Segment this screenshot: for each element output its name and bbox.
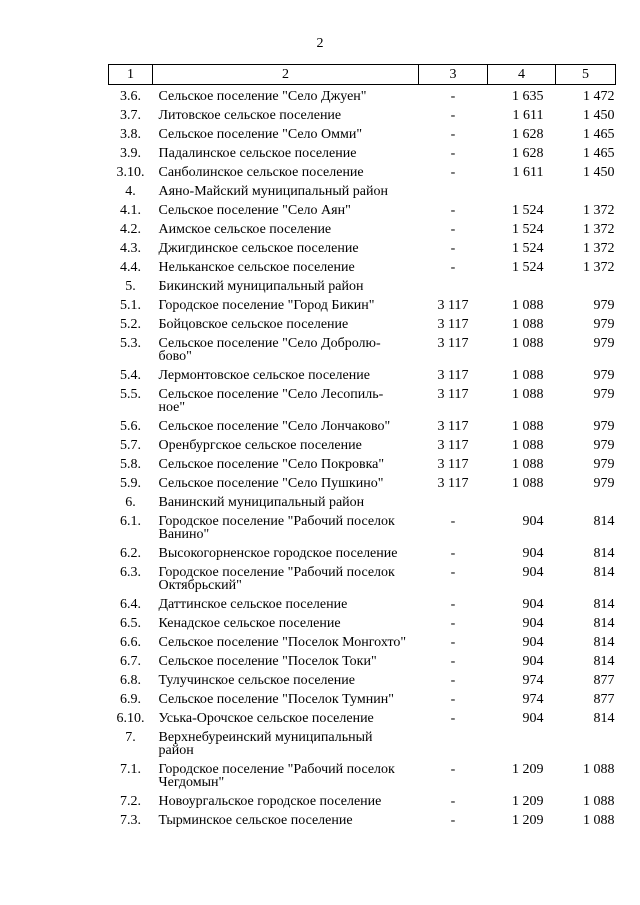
row-column5-cell: 877 [593, 692, 615, 707]
row-name-cell: Аимское сельское поселение [158, 222, 332, 237]
row-number-cell: 7.2. [120, 794, 141, 809]
row-column3-cell: 3 117 [437, 368, 469, 383]
row-column5-cell: 1 450 [583, 108, 615, 123]
row-column3-cell [419, 493, 488, 512]
row-name-cell: Даттинское сельское поселение [158, 597, 348, 612]
row-name-cell: Аяно-Майский муниципальный район [158, 184, 388, 199]
table-row [109, 85, 616, 107]
row-column4-cell: 904 [522, 711, 544, 726]
row-name-cell: Тырминское сельское поселение [158, 813, 353, 828]
row-column4-cell: 1 611 [512, 108, 544, 123]
table-row [109, 182, 616, 201]
row-column4-cell: 1 209 [512, 813, 544, 828]
row-column5-cell: 1 472 [583, 89, 615, 104]
row-name-cell: Сельское поселение "Село Омми" [158, 127, 363, 142]
row-name-cell: Уська-Орочское сельское поселение [158, 711, 374, 726]
row-column5-cell: 1 372 [583, 222, 615, 237]
row-column3-cell: 3 117 [437, 298, 469, 313]
table-row [109, 512, 616, 544]
row-column4-cell: 1 524 [512, 222, 544, 237]
row-name-cell: Сельское поселение "Село Джуен" [158, 89, 367, 104]
row-number-cell: 6.2. [120, 546, 141, 561]
row-number-cell: 7.1. [120, 762, 141, 777]
row-column4-cell: 1 088 [512, 336, 544, 351]
row-number-cell: 5.7. [120, 438, 141, 453]
row-number-cell: 6.9. [120, 692, 141, 707]
row-column5-cell: 814 [593, 616, 615, 631]
row-name-cell: Городское поселение "Рабочий поселок Ванино" [158, 514, 395, 542]
row-column3-cell: - [450, 692, 456, 707]
row-column4-cell: 1 088 [512, 368, 544, 383]
row-number-cell: 5.1. [120, 298, 141, 313]
row-column3-cell [419, 728, 488, 760]
row-column3-cell: 3 117 [437, 336, 469, 351]
row-column5-cell: 814 [593, 514, 615, 529]
table-row [109, 220, 616, 239]
row-column3-cell: - [450, 203, 456, 218]
row-number-cell: 6.6. [120, 635, 141, 650]
table-row [109, 258, 616, 277]
row-number-cell: 4.3. [120, 241, 141, 256]
row-column5-cell [556, 277, 616, 296]
row-column5-cell: 979 [593, 298, 615, 313]
row-name-cell: Сельское поселение "Поселок Монгохто" [158, 635, 407, 650]
row-number-cell: 3.8. [120, 127, 141, 142]
row-name-cell: Новоургальское городское поселение [158, 794, 382, 809]
table-row [109, 201, 616, 220]
row-column3-cell: - [450, 711, 456, 726]
row-name-cell: Санболинское сельское поселение [158, 165, 364, 180]
row-number-cell: 6.1. [120, 514, 141, 529]
row-name-cell: Падалинское сельское поселение [158, 146, 357, 161]
row-number-cell: 6.4. [120, 597, 141, 612]
column-header-5: 5 [556, 65, 616, 85]
table-row [109, 436, 616, 455]
row-column3-cell: - [450, 146, 456, 161]
table-row [109, 163, 616, 182]
table-row [109, 792, 616, 811]
table-row [109, 144, 616, 163]
row-column3-cell: - [450, 222, 456, 237]
row-column4-cell: 1 088 [512, 476, 544, 491]
row-column5-cell: 1 450 [583, 165, 615, 180]
row-number-cell: 5.9. [120, 476, 141, 491]
row-column4-cell: 904 [522, 654, 544, 669]
row-name-cell: Сельское поселение "Поселок Токи" [158, 654, 377, 669]
row-column4-cell [488, 493, 556, 512]
row-column5-cell: 814 [593, 635, 615, 650]
row-column5-cell [556, 182, 616, 201]
row-column4-cell: 1 209 [512, 762, 544, 777]
table-row [109, 652, 616, 671]
table-row [109, 493, 616, 512]
row-name-cell: Городское поселение "Рабочий поселок Октябрьский" [158, 565, 395, 593]
row-column5-cell: 1 372 [583, 241, 615, 256]
table-row [109, 563, 616, 595]
row-column5-cell: 814 [593, 654, 615, 669]
row-column4-cell: 974 [522, 692, 544, 707]
table-row [109, 277, 616, 296]
row-column3-cell: - [450, 546, 456, 561]
table-row [109, 455, 616, 474]
row-number-cell: 6.5. [120, 616, 141, 631]
row-number-cell: 4. [125, 184, 136, 199]
row-number-cell: 3.9. [120, 146, 141, 161]
row-name-cell: Сельское поселение "Село Добролю- бово" [158, 336, 381, 364]
row-column3-cell: - [450, 635, 456, 650]
row-column5-cell: 979 [593, 336, 615, 351]
row-number-cell: 5.3. [120, 336, 141, 351]
row-column5-cell: 1 372 [583, 260, 615, 275]
row-number-cell: 5.2. [120, 317, 141, 332]
row-number-cell: 5.8. [120, 457, 141, 472]
row-column4-cell: 1 088 [512, 457, 544, 472]
row-column3-cell [419, 182, 488, 201]
row-column5-cell: 1 088 [583, 794, 615, 809]
table-row [109, 385, 616, 417]
column-header-3: 3 [419, 65, 488, 85]
row-column3-cell: - [450, 794, 456, 809]
row-column5-cell: 1 465 [583, 146, 615, 161]
row-column3-cell: - [450, 260, 456, 275]
table-row [109, 728, 616, 760]
table-row [109, 334, 616, 366]
row-column3-cell: - [450, 762, 456, 777]
row-column3-cell: - [450, 565, 456, 580]
row-column4-cell: 1 635 [512, 89, 544, 104]
row-column3-cell: - [450, 127, 456, 142]
row-column4-cell: 904 [522, 597, 544, 612]
row-column4-cell [488, 277, 556, 296]
row-column3-cell: - [450, 673, 456, 688]
row-number-cell: 5.4. [120, 368, 141, 383]
row-column3-cell: - [450, 165, 456, 180]
row-column5-cell: 979 [593, 476, 615, 491]
row-column5-cell: 1 465 [583, 127, 615, 142]
table-row [109, 125, 616, 144]
row-column4-cell: 1 209 [512, 794, 544, 809]
row-name-cell: Тулучинское сельское поселение [158, 673, 355, 688]
table-row [109, 106, 616, 125]
row-name-cell: Лермонтовское сельское поселение [158, 368, 370, 383]
row-name-cell: Высокогорненское городское поселение [158, 546, 398, 561]
row-column4-cell: 1 088 [512, 387, 544, 402]
data-table [108, 64, 616, 830]
row-column4-cell: 904 [522, 514, 544, 529]
row-number-cell: 6. [125, 495, 136, 510]
row-column5-cell: 814 [593, 546, 615, 561]
column-header-4: 4 [488, 65, 556, 85]
row-column5-cell: 979 [593, 457, 615, 472]
row-column3-cell: - [450, 108, 456, 123]
row-column3-cell: 3 117 [437, 457, 469, 472]
row-column5-cell [556, 728, 616, 760]
row-column3-cell: 3 117 [437, 438, 469, 453]
row-column4-cell: 1 628 [512, 146, 544, 161]
table-body [109, 85, 616, 831]
row-column5-cell: 979 [593, 317, 615, 332]
row-column5-cell: 1 372 [583, 203, 615, 218]
row-column5-cell: 979 [593, 419, 615, 434]
row-name-cell: Нельканское сельское поселение [158, 260, 355, 275]
row-name-cell: Джигдинское сельское поселение [158, 241, 359, 256]
row-name-cell: Сельское поселение "Село Покровка" [158, 457, 385, 472]
row-name-cell: Верхнебуреинский муниципальный район [158, 730, 373, 758]
row-name-cell: Бойцовское сельское поселение [158, 317, 349, 332]
row-number-cell: 6.3. [120, 565, 141, 580]
row-number-cell: 4.2. [120, 222, 141, 237]
row-column3-cell: - [450, 654, 456, 669]
row-column5-cell: 979 [593, 438, 615, 453]
row-column4-cell: 904 [522, 565, 544, 580]
row-column5-cell: 814 [593, 565, 615, 580]
row-column3-cell: - [450, 514, 456, 529]
row-number-cell: 7.3. [120, 813, 141, 828]
header-row [109, 65, 616, 85]
row-column5-cell: 1 088 [583, 762, 615, 777]
row-column4-cell: 1 611 [512, 165, 544, 180]
row-name-cell: Кенадское сельское поселение [158, 616, 341, 631]
row-number-cell: 5.6. [120, 419, 141, 434]
row-number-cell: 3.6. [120, 89, 141, 104]
row-number-cell: 3.7. [120, 108, 141, 123]
table-row [109, 417, 616, 436]
table-row [109, 811, 616, 830]
table-header [109, 65, 616, 85]
row-name-cell: Городское поселение "Город Бикин" [158, 298, 375, 313]
table-row [109, 239, 616, 258]
table-row [109, 671, 616, 690]
row-number-cell: 7. [125, 730, 136, 745]
page-number: 2 [316, 36, 324, 51]
table-row [109, 709, 616, 728]
row-number-cell: 4.4. [120, 260, 141, 275]
table-row [109, 595, 616, 614]
row-column4-cell: 1 524 [512, 203, 544, 218]
table-row [109, 296, 616, 315]
row-column4-cell: 1 088 [512, 298, 544, 313]
row-column4-cell [488, 182, 556, 201]
row-column3-cell [419, 277, 488, 296]
row-column4-cell: 904 [522, 635, 544, 650]
row-column4-cell: 1 524 [512, 241, 544, 256]
column-header-1: 1 [109, 65, 153, 85]
row-column5-cell: 979 [593, 387, 615, 402]
row-column5-cell: 877 [593, 673, 615, 688]
row-column4-cell [488, 728, 556, 760]
row-name-cell: Сельское поселение "Село Аян" [158, 203, 351, 218]
row-column3-cell: 3 117 [437, 387, 469, 402]
row-column3-cell: 3 117 [437, 476, 469, 491]
row-column4-cell: 904 [522, 546, 544, 561]
row-name-cell: Сельское поселение "Село Лончаково" [158, 419, 391, 434]
row-name-cell: Сельское поселение "Село Пушкино" [158, 476, 384, 491]
row-column3-cell: - [450, 616, 456, 631]
row-name-cell: Литовское сельское поселение [158, 108, 342, 123]
table-row [109, 690, 616, 709]
row-column5-cell: 1 088 [583, 813, 615, 828]
row-column3-cell: - [450, 241, 456, 256]
table-row [109, 544, 616, 563]
table-row [109, 614, 616, 633]
row-column4-cell: 1 088 [512, 419, 544, 434]
row-column3-cell: - [450, 597, 456, 612]
row-name-cell: Бикинский муниципальный район [158, 279, 364, 294]
row-column4-cell: 1 088 [512, 317, 544, 332]
table-row [109, 474, 616, 493]
row-number-cell: 3.10. [116, 165, 145, 180]
row-column3-cell: 3 117 [437, 317, 469, 332]
row-column4-cell: 904 [522, 616, 544, 631]
table-row [109, 633, 616, 652]
row-name-cell: Оренбургское сельское поселение [158, 438, 362, 453]
row-name-cell: Городское поселение "Рабочий поселок Чегдомын" [158, 762, 395, 790]
row-column4-cell: 1 088 [512, 438, 544, 453]
table-row [109, 366, 616, 385]
row-column3-cell: - [450, 813, 456, 828]
row-column5-cell [556, 493, 616, 512]
row-number-cell: 6.7. [120, 654, 141, 669]
row-column3-cell: 3 117 [437, 419, 469, 434]
row-number-cell: 5. [125, 279, 136, 294]
row-column4-cell: 1 524 [512, 260, 544, 275]
row-name-cell: Сельское поселение "Поселок Тумнин" [158, 692, 394, 707]
row-name-cell: Сельское поселение "Село Лесопиль- ное" [158, 387, 384, 415]
row-column4-cell: 1 628 [512, 127, 544, 142]
column-header-2: 2 [153, 65, 419, 85]
table-row [109, 760, 616, 792]
row-number-cell: 4.1. [120, 203, 141, 218]
row-number-cell: 5.5. [120, 387, 141, 402]
table-row [109, 315, 616, 334]
row-column5-cell: 814 [593, 711, 615, 726]
row-name-cell: Ванинский муниципальный район [158, 495, 365, 510]
row-column4-cell: 974 [522, 673, 544, 688]
row-column3-cell: - [450, 89, 456, 104]
row-number-cell: 6.10. [116, 711, 145, 726]
row-column5-cell: 814 [593, 597, 615, 612]
row-number-cell: 6.8. [120, 673, 141, 688]
row-column5-cell: 979 [593, 368, 615, 383]
